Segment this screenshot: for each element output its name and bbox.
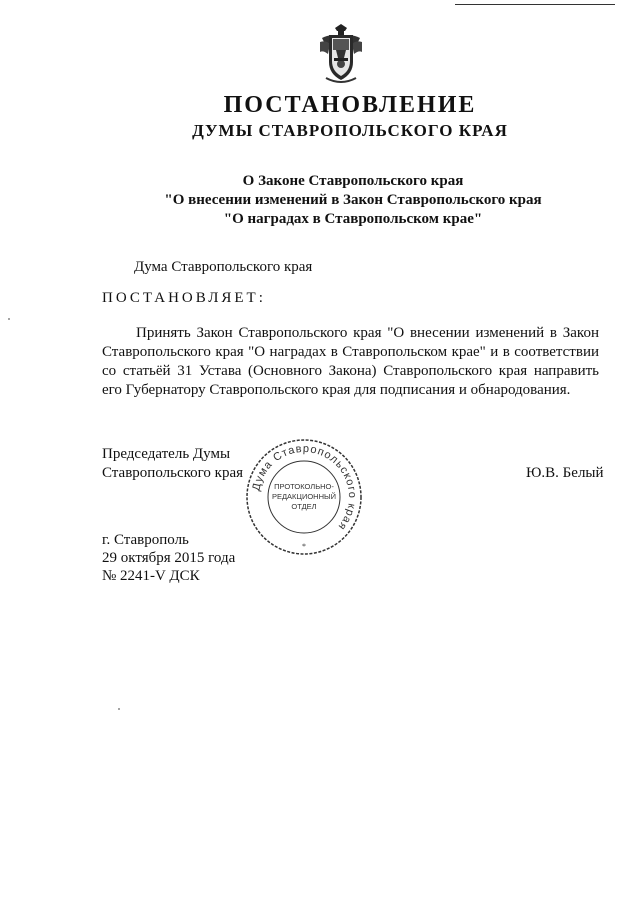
stamp-center-line-3: ОТДЕЛ [291, 502, 317, 511]
signer-position-line-2: Ставропольского края [102, 465, 243, 481]
subject-line-1: О Законе Ставропольского края [242, 173, 464, 189]
subject-line-2: "О внесении изменений в Закон Ставропольского края [164, 192, 542, 208]
place-of-adoption: г. Ставрополь [102, 532, 189, 548]
signer-name: Ю.В. Белый [526, 465, 604, 481]
document-number: № 2241-V ДСК [102, 568, 200, 584]
stamp-star-icon: * [302, 542, 306, 551]
stamp-ring-text: Дума Ставропольского края [250, 442, 359, 533]
intro-line: Дума Ставропольского края [134, 259, 313, 275]
scan-speck [8, 318, 10, 320]
signer-position-line-1: Председатель Думы [102, 446, 231, 462]
top-rule [455, 4, 615, 5]
stamp-center-line-2: РЕДАКЦИОННЫЙ [271, 492, 337, 501]
resolves-heading: ПОСТАНОВЛЯЕТ: [102, 290, 266, 306]
coat-of-arms-icon [318, 24, 364, 84]
resolution-body [102, 324, 599, 400]
scan-speck [118, 708, 120, 710]
stamp-center-line-1: ПРОТОКОЛЬНО- [274, 482, 334, 491]
adoption-date: 29 октября 2015 года [102, 550, 236, 566]
document-subtitle: ДУМЫ СТАВРОПОЛЬСКОГО КРАЯ [192, 121, 508, 140]
document-title: ПОСТАНОВЛЕНИЕ [223, 92, 477, 118]
subject-line-3: "О наградах в Ставропольском крае" [223, 211, 483, 227]
official-stamp [244, 437, 364, 557]
resolution-paragraph: Принять Закон Ставропольского края "О внесении изменений в Закон Ставропольского края "О наградах в Ставропольском крае" и в соответствии со статьёй 31 Устава (Основного Закона) Ставропольского края направить его Губернатору Ставропольского края для подписания и обнародования. [102, 325, 599, 398]
